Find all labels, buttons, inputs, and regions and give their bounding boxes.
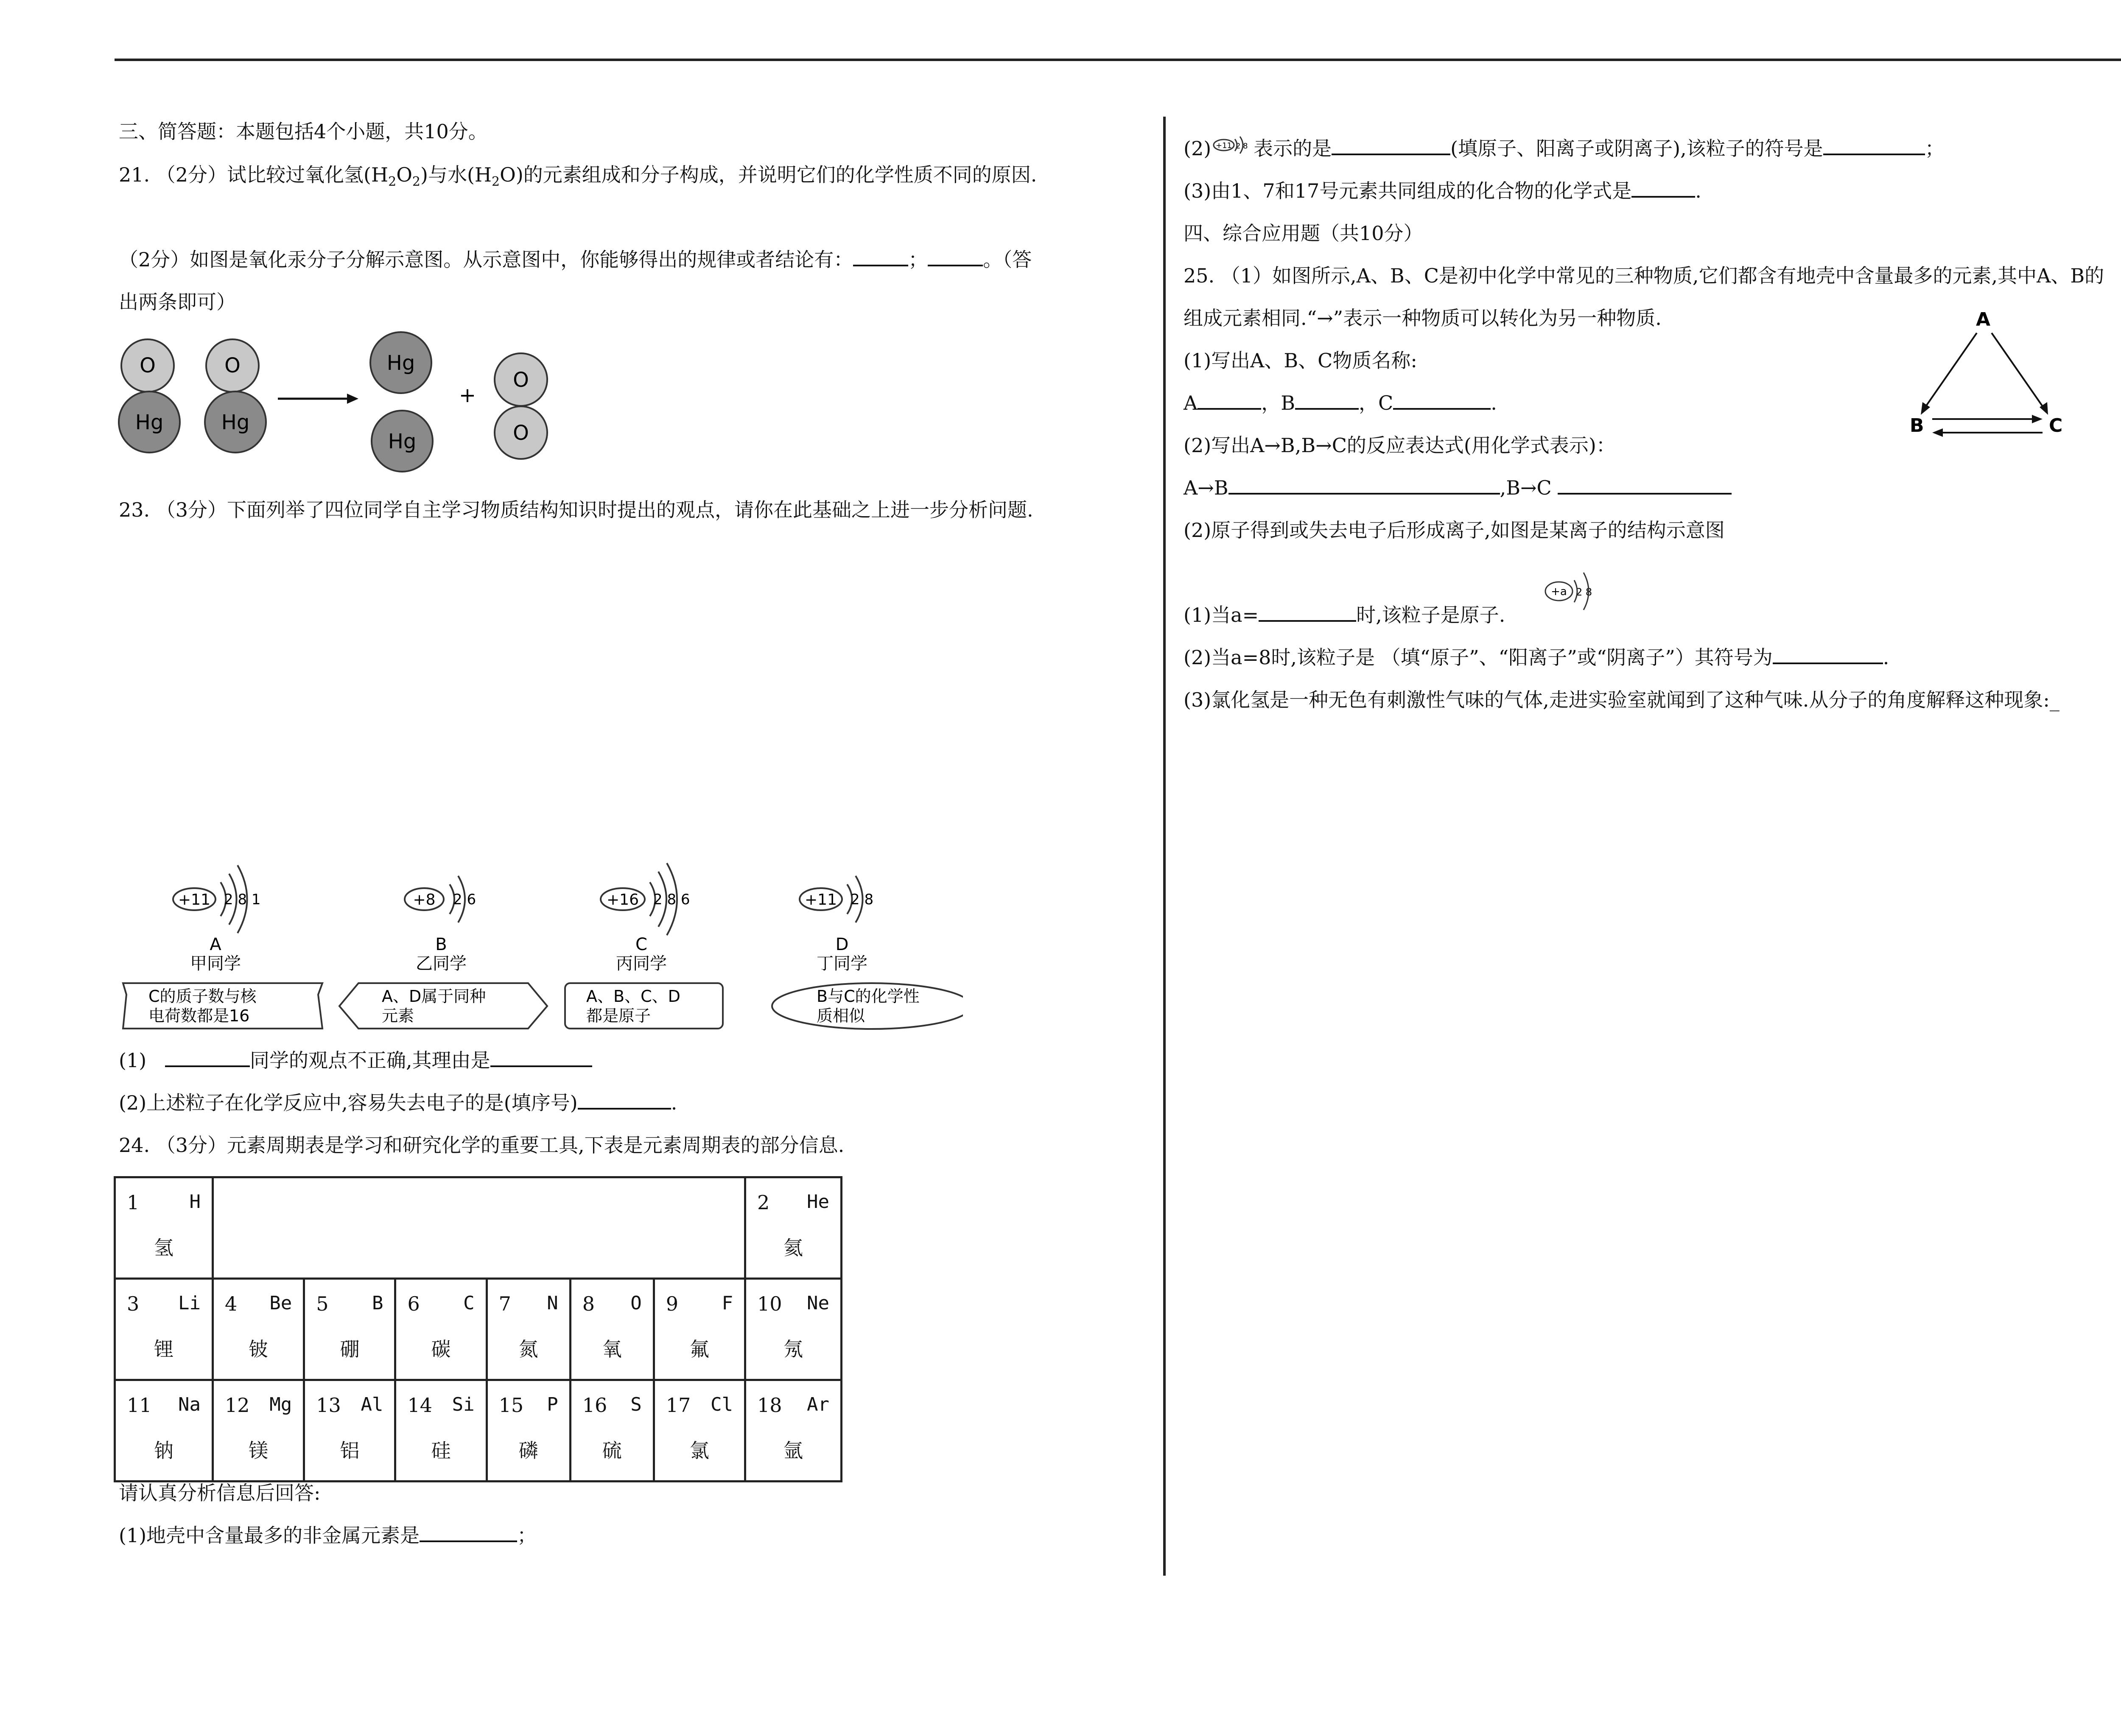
answer-blank[interactable]	[853, 248, 908, 266]
question-25-part2-1: (1)当a= 时,该粒子是原子.	[1184, 604, 1505, 626]
column-divider	[1163, 117, 1166, 1576]
claim-text: 质相似	[817, 1006, 865, 1025]
oxygen-label: O	[224, 354, 241, 377]
svg-text:2 8: 2 8	[1576, 586, 1592, 598]
nucleus-charge: +8	[413, 891, 436, 909]
section-3-heading: 三、简答题：本题包括4个小题，共10分。	[119, 120, 488, 143]
table-empty-span	[213, 1177, 745, 1279]
particle-letter: D	[835, 935, 849, 954]
particle-letter: A	[210, 935, 221, 954]
element-cell: 15 P 磷	[487, 1380, 570, 1482]
nucleus-charge: +16	[607, 891, 639, 909]
table-row	[115, 1380, 842, 1482]
question-25-2-answers: A→B ,B→C	[1184, 475, 1732, 500]
question-22: （2分）如图是氧化汞分子分解示意图。从示意图中，你能够得出的规律或者结论有： ； 。（答	[119, 248, 1032, 271]
mercury-label: Hg	[221, 411, 250, 434]
answer-blank[interactable]	[1198, 391, 1261, 410]
ion-structure-diagram	[1542, 567, 1606, 614]
electron-shells: 2 8 6	[653, 891, 690, 908]
answer-blank[interactable]	[1332, 137, 1450, 155]
element-cell: 14 Si 硅	[395, 1380, 487, 1482]
element-cell: 2 He 氦	[745, 1177, 842, 1279]
svg-text:+a: +a	[1551, 585, 1567, 598]
element-cell: 3 Li 锂	[115, 1279, 213, 1380]
element-cell: 11 Na 钠	[115, 1380, 213, 1482]
answer-blank[interactable]	[1228, 476, 1500, 495]
question-24-2: (2) +11 2 8 表示的是 (填原子、阳离子或阴离子),该粒子的符号是 ；	[1184, 136, 1945, 161]
particle-letter: C	[635, 935, 647, 954]
question-23-2: (2)上述粒子在化学反应中,容易失去电子的是(填序号) .	[119, 1091, 677, 1114]
claim-text: A、D属于同种	[382, 987, 486, 1006]
answer-blank[interactable]	[1393, 391, 1491, 410]
atom-structure-diagrams	[115, 848, 963, 1035]
element-cell: 1 H 氢	[115, 1177, 213, 1279]
student-name: 乙同学	[416, 954, 467, 973]
question-25-part2-3: (3)氯化氢是一种无色有刺激性气味的气体,走进实验室就闻到了这种气味.从分子的角度解释这种现象:_	[1184, 688, 2059, 711]
answer-blank[interactable]	[165, 1048, 250, 1067]
question-25-part2-2: (2)当a=8时,该粒子是 （填“原子”、“阳离子”或“阴离子”）其符号为 .	[1184, 646, 1889, 669]
question-25: 25. （1）如图所示,A、B、C是初中化学中常见的三种物质,它们都含有地壳中含量最多的元素,其中A、B的	[1184, 264, 2104, 287]
question-25-cont: 组成元素相同.“→”表示一种物质可以转化为另一种物质.	[1184, 307, 1662, 330]
element-cell: 10 Ne 氖	[745, 1279, 842, 1380]
claim-text: A、B、C、D	[586, 987, 680, 1006]
answer-blank[interactable]	[1295, 391, 1359, 410]
hgo-decomposition-diagram	[115, 331, 568, 479]
claim-text: C的质子数与核	[148, 987, 257, 1006]
answer-blank[interactable]	[928, 248, 983, 266]
answer-blank[interactable]	[1823, 137, 1925, 155]
question-24-1: (1)地壳中含量最多的非金属元素是 ；	[119, 1524, 537, 1547]
question-22-cont: 出两条即可）	[119, 291, 236, 313]
element-cell: 4 Be 铍	[213, 1279, 304, 1380]
plus-sign: +	[459, 383, 476, 407]
table-row	[115, 1177, 842, 1279]
answer-blank[interactable]	[420, 1524, 517, 1542]
svg-text:+11: +11	[1216, 141, 1232, 150]
question-24-3: (3)由1、7和17号元素共同组成的化合物的化学式是 .	[1184, 179, 1701, 202]
transformation-triangle-diagram	[1900, 305, 2079, 450]
element-cell: 5 B 硼	[304, 1279, 395, 1380]
student-name: 丙同学	[616, 954, 667, 973]
ion-structure-icon	[1211, 136, 1254, 161]
electron-shells: 2 8	[851, 891, 874, 908]
answer-blank[interactable]	[1558, 476, 1732, 495]
question-25-1-answers: A ，B ，C .	[1184, 391, 1497, 414]
element-cell: 9 F 氟	[654, 1279, 745, 1380]
element-cell: 18 Ar 氩	[745, 1380, 842, 1482]
question-24: 24. （3分）元素周期表是学习和研究化学的重要工具,下表是元素周期表的部分信息.	[119, 1134, 845, 1157]
node-c: C	[2049, 415, 2063, 436]
oxygen-label: O	[513, 368, 529, 392]
claim-text: 都是原子	[586, 1006, 651, 1025]
table-row	[115, 1279, 842, 1380]
mercury-label: Hg	[386, 351, 415, 375]
oxygen-label: O	[140, 354, 156, 377]
node-a: A	[1976, 309, 1991, 330]
node-b: B	[1910, 415, 1924, 436]
claim-text: 元素	[382, 1006, 414, 1025]
element-cell: 8 O 氧	[570, 1279, 654, 1380]
periodic-table	[114, 1176, 842, 1482]
nucleus-charge: +11	[805, 891, 837, 909]
particle-letter: B	[435, 935, 447, 954]
element-cell: 7 N 氮	[487, 1279, 570, 1380]
question-23-1: (1) 同学的观点不正确,其理由是	[119, 1048, 592, 1073]
mercury-label: Hg	[388, 430, 417, 453]
question-21: 21. （2分）试比较过氧化氢$(H_2O_2)$与水$(H_2O)$的元素组成和分子构成，并说明它们的化学性质不同的原因.	[119, 163, 1037, 190]
claim-text: 电荷数都是16	[148, 1006, 250, 1025]
question-25-part2: (2)原子得到或失去电子后形成离子,如图是某离子的结构示意图	[1184, 519, 1725, 542]
answer-blank[interactable]	[490, 1048, 592, 1067]
header-rule	[115, 59, 2121, 61]
student-name: 甲同学	[190, 954, 241, 973]
question-25-2: (2)写出A→B,B→C的反应表达式(用化学式表示)：	[1184, 434, 1616, 457]
electron-shells: 2 8 1	[224, 891, 261, 908]
answer-blank[interactable]	[578, 1091, 671, 1110]
element-cell: 6 C 碳	[395, 1279, 487, 1380]
student-name: 丁同学	[817, 954, 867, 973]
mercury-label: Hg	[135, 411, 164, 434]
question-25-1: (1)写出A、B、C物质名称:	[1184, 349, 1417, 372]
electron-shells: 2 6	[453, 891, 476, 908]
oxygen-label: O	[513, 421, 529, 445]
element-cell: 13 Al 铝	[304, 1380, 395, 1482]
question-23: 23. （3分）下面列举了四位同学自主学习物质结构知识时提出的观点，请你在此基础之上进一步分析问题.	[119, 498, 1033, 521]
section-4-heading: 四、综合应用题（共10分）	[1184, 222, 1423, 245]
answer-blank[interactable]	[1631, 179, 1695, 198]
answer-blank[interactable]	[1773, 646, 1883, 664]
question-24-prompt: 请认真分析信息后回答:	[119, 1482, 321, 1504]
element-cell: 17 Cl 氯	[654, 1380, 745, 1482]
element-cell: 12 Mg 镁	[213, 1380, 304, 1482]
nucleus-charge: +11	[178, 891, 210, 909]
claim-text: B与C的化学性	[817, 987, 920, 1006]
element-cell: 16 S 硫	[570, 1380, 654, 1482]
svg-text:2 8: 2 8	[1236, 142, 1248, 151]
answer-blank[interactable]	[1259, 603, 1356, 622]
